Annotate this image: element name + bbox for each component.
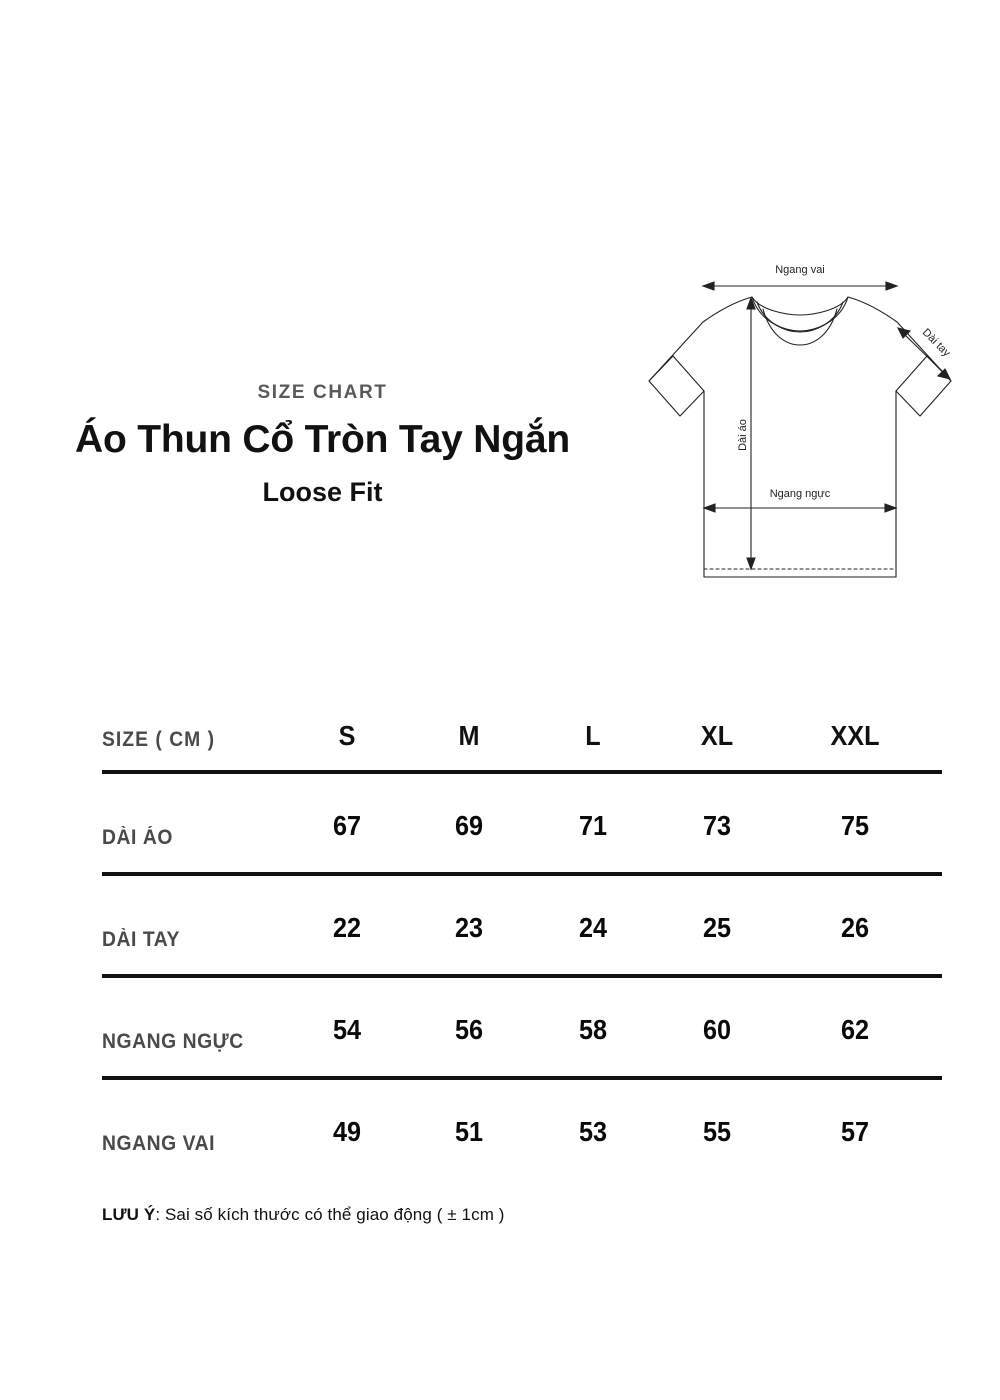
- cell-ngang-nguc-s: 54: [332, 1014, 362, 1045]
- table-row: [102, 976, 942, 1078]
- cell-ngang-vai-xl: 55: [702, 1116, 732, 1147]
- disclaimer-text: : Sai số kích thước có thể giao động ( ± 1cm ): [155, 1205, 505, 1224]
- cell-dai-ao-l: 71: [578, 810, 608, 841]
- cell-dai-tay-l: 24: [578, 912, 608, 943]
- table-row: [102, 1078, 942, 1180]
- cell-dai-tay-xl: 25: [702, 912, 732, 943]
- cell-dai-ao-xxl: 75: [840, 810, 870, 841]
- cell-ngang-vai-l: 53: [578, 1116, 608, 1147]
- row-label-ngang-vai: NGANG VAI: [102, 1132, 216, 1155]
- cell-ngang-nguc-xl: 60: [702, 1014, 732, 1045]
- measurement-table: [102, 712, 942, 1180]
- cell-ngang-vai-m: 51: [454, 1116, 484, 1147]
- row-label-dai-ao: DÀI ÁO: [102, 826, 173, 849]
- table-corner-label: SIZE ( CM ): [102, 728, 216, 751]
- tshirt-diagram: [600, 205, 1000, 605]
- cell-ngang-nguc-xxl: 62: [840, 1014, 870, 1045]
- eyebrow-label: SIZE CHART: [257, 382, 388, 403]
- table-row: [102, 874, 942, 976]
- table-header-row: [102, 712, 942, 772]
- cell-ngang-nguc-l: 58: [578, 1014, 608, 1045]
- cell-dai-ao-xl: 73: [702, 810, 732, 841]
- cell-dai-tay-m: 23: [454, 912, 484, 943]
- column-header-m: M: [458, 720, 480, 751]
- disclaimer-prefix: LƯU Ý: [102, 1205, 156, 1224]
- column-header-s: S: [338, 720, 356, 751]
- cell-ngang-nguc-m: 56: [454, 1014, 484, 1045]
- column-header-xxl: XXL: [830, 720, 880, 751]
- diagram-label-length: Dài áo: [737, 419, 749, 451]
- page-subtitle: Loose Fit: [262, 476, 383, 507]
- diagram-label-sleeve: Dài tay: [919, 326, 953, 360]
- row-label-ngang-nguc: NGANG NGỰC: [102, 1030, 244, 1053]
- row-label-dai-tay: DÀI TAY: [102, 928, 180, 951]
- table-row: [102, 772, 942, 874]
- disclaimer-note: [102, 1205, 505, 1225]
- cell-dai-ao-m: 69: [454, 810, 484, 841]
- column-header-l: L: [585, 720, 601, 751]
- cell-dai-tay-xxl: 26: [840, 912, 870, 943]
- cell-ngang-vai-xxl: 57: [840, 1116, 870, 1147]
- column-header-xl: XL: [700, 720, 734, 751]
- diagram-label-chest: Ngang ngực: [769, 488, 831, 500]
- diagram-label-shoulder: Ngang vai: [775, 264, 825, 276]
- header-block: [0, 383, 645, 508]
- page-title: Áo Thun Cổ Tròn Tay Ngắn: [75, 417, 570, 461]
- cell-ngang-vai-s: 49: [332, 1116, 362, 1147]
- cell-dai-tay-s: 22: [332, 912, 362, 943]
- cell-dai-ao-s: 67: [332, 810, 362, 841]
